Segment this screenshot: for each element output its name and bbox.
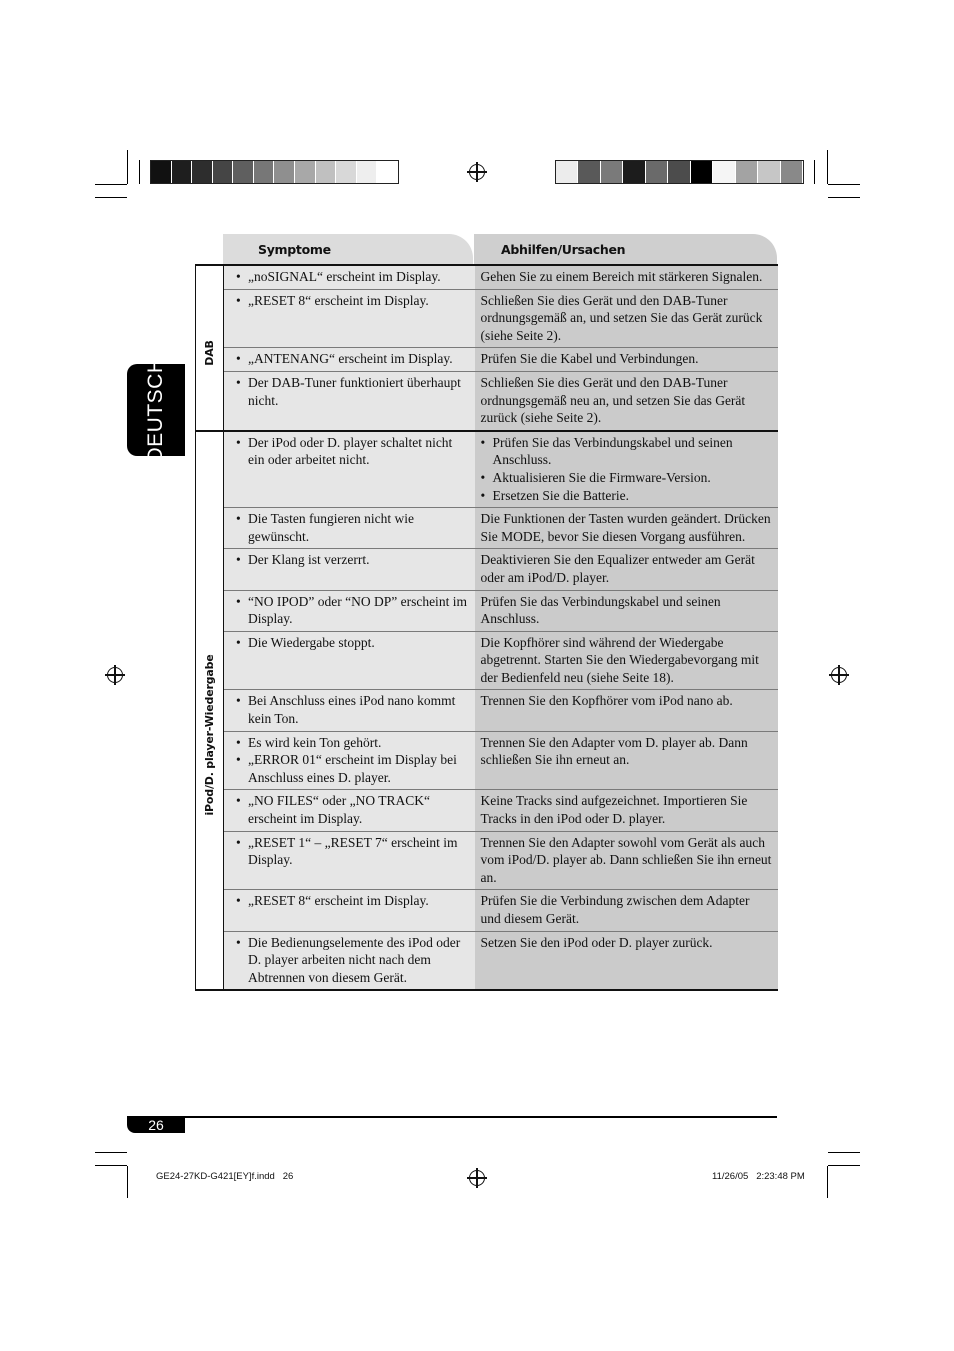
calibration-swatch	[336, 161, 357, 183]
header-symptoms: Symptome	[223, 234, 473, 264]
table-row	[196, 371, 778, 430]
calibration-swatch	[736, 161, 758, 183]
footer-rule	[127, 1116, 777, 1118]
table-row	[196, 265, 778, 289]
symptom-item: • Bei Anschluss eines iPod nano kommt kein Ton.	[236, 692, 469, 727]
calibration-swatch	[578, 161, 600, 183]
calibration-swatch	[274, 161, 295, 183]
remedy-cell: Prüfen Sie das Verbindungskabel und seinen Anschluss.	[475, 590, 778, 631]
symptom-cell	[224, 289, 475, 348]
symptom-cell	[224, 590, 475, 631]
registration-mark-icon	[469, 1170, 485, 1186]
symptom-item: • Der DAB-Tuner funktioniert überhaupt nicht.	[236, 374, 469, 409]
page-number: 26	[127, 1117, 185, 1133]
remedy-cell	[475, 431, 778, 508]
remedy-item: • Aktualisieren Sie die Firmware-Version.	[481, 469, 772, 487]
symptom-item: • Es wird kein Ton gehört.	[236, 734, 469, 752]
remedy-cell: Die Kopfhörer sind während der Wiedergabe abgetrennt. Starten Sie den Wiedergabevorgang mit der Bedienfeld neu (siehe Seite 18).	[475, 631, 778, 690]
language-label: DEUTSCH	[144, 357, 167, 463]
calibration-swatch	[713, 161, 735, 183]
calibration-bar-right	[555, 160, 804, 184]
calibration-swatch	[781, 161, 803, 183]
symptom-item: • „ERROR 01“ erscheint im Display bei Anschluss eines D. player.	[236, 751, 469, 786]
remedy-cell: Deaktivieren Sie den Equalizer entweder am Gerät oder am iPod/D. player.	[475, 549, 778, 590]
symptom-cell	[224, 508, 475, 549]
remedy-cell: Schließen Sie dies Gerät und den DAB-Tuner ordnungsgemäß an, und setzen Sie das Gerät zurück (siehe Seite 2).	[475, 289, 778, 348]
symptom-cell	[224, 348, 475, 372]
symptom-item: • „noSIGNAL“ erscheint im Display.	[236, 268, 469, 286]
registration-mark-icon	[469, 164, 485, 180]
category-label: DAB	[202, 340, 216, 366]
remedy-cell: Prüfen Sie die Verbindung zwischen dem Adapter und diesem Gerät.	[475, 890, 778, 931]
calibration-swatch	[377, 161, 398, 183]
registration-mark-icon	[831, 667, 847, 683]
calibration-swatch	[316, 161, 337, 183]
symptom-item: • „RESET 1“ – „RESET 7“ erscheint im Display.	[236, 834, 469, 869]
table-row	[196, 590, 778, 631]
calibration-swatch	[556, 161, 578, 183]
remedy-item: • Ersetzen Sie die Batterie.	[481, 487, 772, 505]
symptom-item: • Der iPod oder D. player schaltet nicht ein oder arbeitet nicht.	[236, 434, 469, 469]
header-remedies: Abhilfen/Ursachen	[474, 234, 777, 264]
symptom-cell	[224, 890, 475, 931]
calibration-swatch	[668, 161, 690, 183]
remedy-cell: Prüfen Sie die Kabel und Verbindungen.	[475, 348, 778, 372]
table-row	[196, 790, 778, 831]
calibration-swatch	[357, 161, 378, 183]
symptom-cell	[224, 931, 475, 990]
category-dab	[196, 265, 224, 431]
table-row	[196, 508, 778, 549]
calibration-swatch	[623, 161, 645, 183]
calibration-swatch	[213, 161, 234, 183]
calibration-bar-left	[150, 160, 399, 184]
table-row	[196, 931, 778, 990]
table-row	[196, 431, 778, 508]
remedy-cell: Trennen Sie den Adapter vom D. player ab. Dann schließen Sie ihn erneut an.	[475, 731, 778, 790]
symptom-item: • Die Bedienungselemente des iPod oder D. player arbeiten nicht nach dem Abtrennen von diesem Gerät.	[236, 934, 469, 987]
table-row	[196, 831, 778, 890]
symptom-item: • „ANTENANG“ erscheint im Display.	[236, 350, 469, 368]
symptom-item: • “NO IPOD” oder “NO DP” erscheint im Display.	[236, 593, 469, 628]
calibration-swatch	[295, 161, 316, 183]
registration-mark-icon	[107, 667, 123, 683]
symptom-cell	[224, 431, 475, 508]
remedy-cell: Setzen Sie den iPod oder D. player zurück.	[475, 931, 778, 990]
timestamp-slug: 11/26/05 2:23:48 PM	[712, 1171, 805, 1182]
remedy-cell: Keine Tracks sind aufgezeichnet. Importieren Sie Tracks in den iPod oder D. player.	[475, 790, 778, 831]
calibration-swatch	[172, 161, 193, 183]
symptom-item: • Die Tasten fungieren nicht wie gewünscht.	[236, 510, 469, 545]
calibration-swatch	[646, 161, 668, 183]
symptom-cell	[224, 831, 475, 890]
symptom-item: • „RESET 8“ erscheint im Display.	[236, 892, 469, 910]
symptom-cell	[224, 549, 475, 590]
troubleshooting-table	[195, 264, 778, 991]
remedy-item: • Prüfen Sie das Verbindungskabel und seinen Anschluss.	[481, 434, 772, 469]
calibration-swatch	[691, 161, 713, 183]
file-slug: GE24-27KD-G421[EY]f.indd 26	[156, 1171, 294, 1182]
table-row	[196, 348, 778, 372]
remedy-cell: Schließen Sie dies Gerät und den DAB-Tuner ordnungsgemäß neu an, und setzen Sie das Gerät zurück (siehe Seite 2).	[475, 371, 778, 430]
table-row	[196, 549, 778, 590]
symptom-cell	[224, 265, 475, 289]
table-row	[196, 289, 778, 348]
remedy-cell: Die Funktionen der Tasten wurden geändert. Drücken Sie MODE, bevor Sie diesen Vorgang ausführen.	[475, 508, 778, 549]
symptom-cell	[224, 690, 475, 731]
calibration-swatch	[151, 161, 172, 183]
calibration-swatch	[254, 161, 275, 183]
calibration-swatch	[192, 161, 213, 183]
category-label: iPod/D. player-Wiedergabe	[202, 654, 216, 816]
table-row	[196, 731, 778, 790]
calibration-swatch	[601, 161, 623, 183]
symptom-cell	[224, 790, 475, 831]
symptom-item: • Die Wiedergabe stoppt.	[236, 634, 469, 652]
remedy-cell: Trennen Sie den Kopfhörer vom iPod nano ab.	[475, 690, 778, 731]
symptom-cell	[224, 371, 475, 430]
symptom-cell	[224, 631, 475, 690]
symptom-item: • Der Klang ist verzerrt.	[236, 551, 469, 569]
category-ipod	[196, 431, 224, 991]
calibration-swatch	[233, 161, 254, 183]
language-tab	[127, 357, 185, 463]
remedy-cell: Trennen Sie den Adapter sowohl vom Gerät als auch vom iPod/D. player ab. Dann schließen Sie ihn erneut an.	[475, 831, 778, 890]
remedy-cell: Gehen Sie zu einem Bereich mit stärkeren Signalen.	[475, 265, 778, 289]
symptom-item: • „RESET 8“ erscheint im Display.	[236, 292, 469, 310]
calibration-swatch	[758, 161, 780, 183]
symptom-cell	[224, 731, 475, 790]
symptom-item: • „NO FILES“ oder „NO TRACK“ erscheint im Display.	[236, 792, 469, 827]
table-row	[196, 690, 778, 731]
table-row	[196, 890, 778, 931]
table-row	[196, 631, 778, 690]
